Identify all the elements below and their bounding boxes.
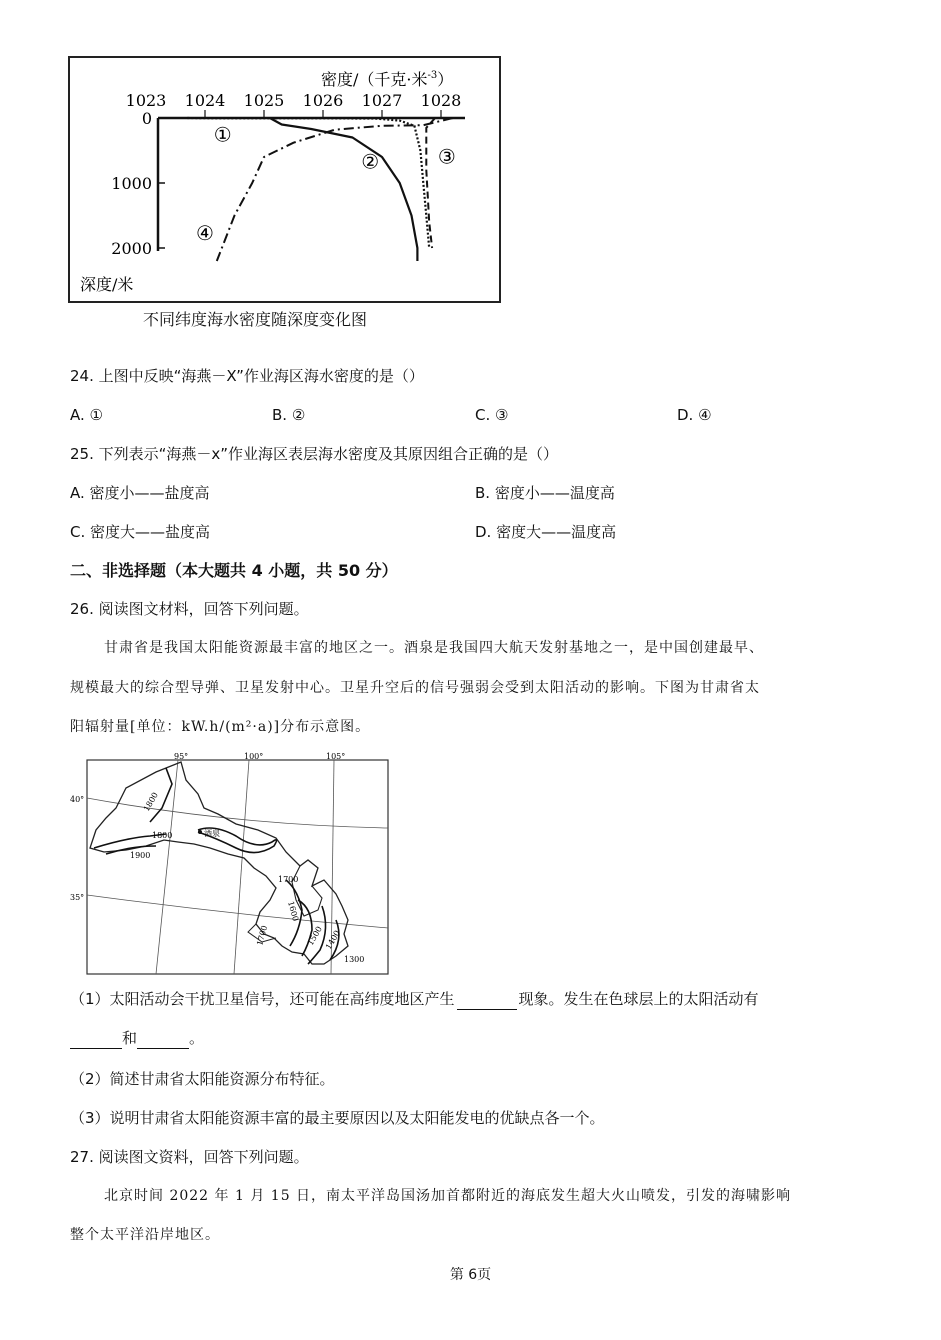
- isoline-label: 1400: [323, 928, 342, 951]
- q24-option-d: D. ④: [677, 406, 712, 424]
- q27-material-line: 整个太平洋沿岸地区。: [70, 1227, 220, 1243]
- map-frame: [87, 760, 388, 974]
- curve-label: ③: [437, 144, 456, 169]
- y-axis-title: 深度/米: [80, 275, 134, 294]
- gansu-solar-radiation-map: [70, 750, 390, 976]
- q24-option-c: C. ③: [475, 406, 509, 424]
- x-axis-title: 密度/（千克·米$^{-3}$）: [321, 70, 454, 89]
- question-25-stem: 25. 下列表示“海燕－x”作业海区表层海水密度及其原因组合正确的是（）: [70, 445, 559, 463]
- q26-sub2: （2）简述甘肃省太阳能资源分布特征。: [70, 1070, 335, 1088]
- density-curve-3: [426, 118, 435, 248]
- density-curve-4: [217, 118, 453, 261]
- page-number: 第 6页: [449, 1267, 492, 1283]
- x-tick-label: 1024: [184, 91, 226, 110]
- q26-sub1-line1: [70, 988, 759, 1010]
- lon-label: 95°: [174, 752, 189, 761]
- isoline-label: 1800: [141, 790, 160, 813]
- q25-option-d: D. 密度大——温度高: [475, 523, 617, 541]
- density-curve-2: [270, 118, 418, 261]
- x-tick-label: 1027: [361, 91, 403, 110]
- question-26-stem: 26. 阅读图文材料，回答下列问题。: [70, 600, 309, 618]
- isoline-label: 1300: [344, 955, 365, 964]
- lat-label: 40°: [70, 795, 85, 804]
- lon-label: 105°: [326, 752, 346, 761]
- isoline-label: 1900: [130, 851, 151, 860]
- q25-option-b: B. 密度小——温度高: [475, 484, 615, 502]
- q26-sub3: （3）说明甘肃省太阳能资源丰富的最主要原因以及太阳能发电的优缺点各一个。: [70, 1109, 605, 1127]
- isoline-label: 1700: [278, 875, 299, 884]
- answer-blank[interactable]: [137, 1032, 189, 1049]
- y-tick-label: 2000: [111, 239, 152, 258]
- question-27-stem: 27. 阅读图文资料，回答下列问题。: [70, 1148, 309, 1166]
- q26-sub1-text: （1）太阳活动会干扰卫星信号，还可能在高纬度地区产生: [70, 990, 455, 1008]
- q24-option-a: A. ①: [70, 406, 103, 424]
- y-tick-label: 0: [141, 109, 152, 128]
- isoline-label: 1800: [152, 831, 173, 840]
- q25-option-c: C. 密度大——盐度高: [70, 523, 211, 541]
- q26-sub1-text: 和: [122, 1029, 138, 1047]
- q26-sub1-text: 。: [189, 1029, 205, 1047]
- y-tick-label: 1000: [111, 174, 152, 193]
- q26-material-line: 规模最大的综合型导弹、卫星发射中心。卫星升空后的信号强弱会受到太阳活动的影响。下图为甘肃省太: [70, 680, 760, 696]
- q24-option-b: B. ②: [272, 406, 306, 424]
- x-tick-label: 1026: [302, 91, 344, 110]
- chart-caption: 不同纬度海水密度随深度变化图: [143, 310, 368, 329]
- answer-blank[interactable]: [457, 993, 517, 1010]
- question-24-stem: 24. 上图中反映“海燕－X”作业海区海水密度的是（）: [70, 367, 424, 385]
- section-2-heading: 二、非选择题（本大题共 4 小题，共 50 分）: [70, 561, 398, 580]
- q26-material-line: 甘肃省是我国太阳能资源最丰富的地区之一。酒泉是我国四大航天发射基地之一，是中国创建最早、: [104, 640, 764, 656]
- x-tick-labels: [126, 91, 462, 118]
- curve-label: ②: [361, 149, 380, 174]
- lat-label: 35°: [70, 893, 85, 902]
- q26-sub1-text: 现象。发生在色球层上的太阳活动有: [518, 990, 759, 1008]
- density-depth-chart: [68, 56, 502, 304]
- q27-material-line: 北京时间 2022 年 1 月 15 日，南太平洋岛国汤加首都附近的海底发生超大火山喷发，引发的海啸影响: [104, 1188, 792, 1204]
- curve-label: ①: [213, 122, 232, 147]
- isoline-label: 1600: [286, 900, 301, 923]
- jiuquan-city-dot: [198, 830, 202, 834]
- q25-option-a: A. 密度小——盐度高: [70, 484, 210, 502]
- lon-label: 100°: [244, 752, 264, 761]
- x-tick-label: 1028: [420, 91, 462, 110]
- isoline-label: 1500: [305, 924, 324, 947]
- city-label-jiuquan: 酒泉: [204, 829, 220, 838]
- answer-blank[interactable]: [70, 1032, 122, 1049]
- x-tick-label: 1025: [243, 91, 285, 110]
- isoline-label: 1700: [255, 924, 270, 947]
- q26-sub1-line2: [70, 1027, 204, 1049]
- x-tick-label: 1023: [125, 91, 167, 110]
- q26-material-line: 阳辐射量[单位：kW.h/(m²·a)]分布示意图。: [70, 719, 371, 735]
- curve-label: ④: [196, 221, 214, 246]
